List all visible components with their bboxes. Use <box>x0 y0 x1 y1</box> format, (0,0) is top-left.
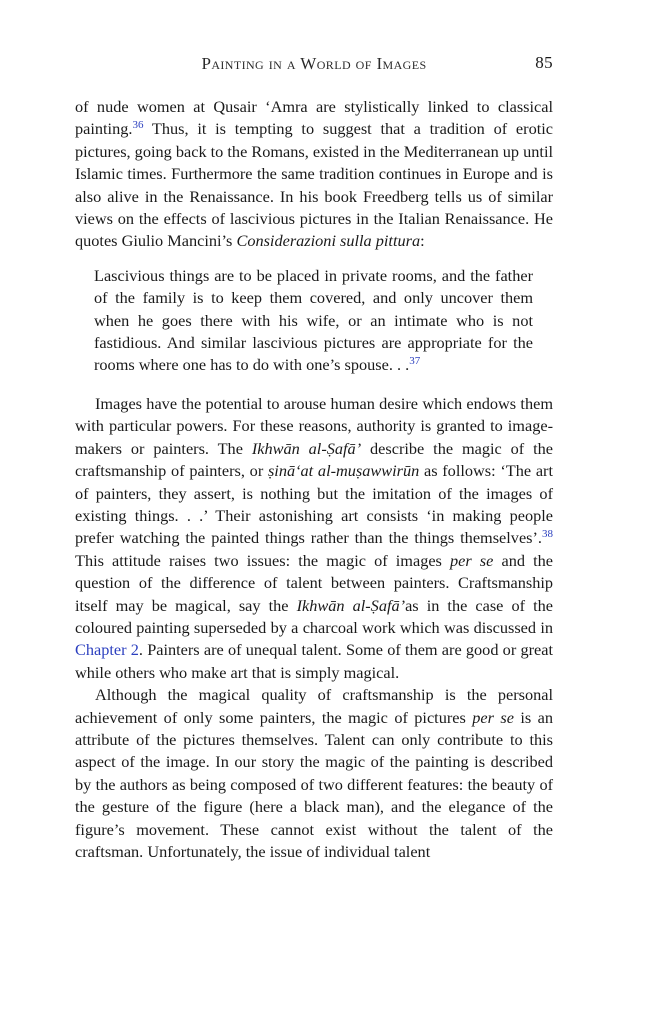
paragraph-1-text-b: Thus, it is tempting to suggest that a tradition of erotic pictures, going back to the Romans, existed in the Mediterranean up until Islamic times. Furthermore the same tradition continues in Europe and is also alive in the Renaissance. In his book Freedberg tells us of similar views on the effects of lascivious pictures in the Italian Renaissance. He quotes Giulio Mancini’s <box>75 119 553 251</box>
term-italic-1: Ikhwān al-Ṣafā’ <box>251 438 362 458</box>
paragraph-3 <box>75 684 553 863</box>
term-italic-2: ṣinā‘at al-muṣawwirūn <box>267 461 420 481</box>
paragraph-2-text-e: and the question of the difference of talent between painters. Craftsmanship itself may be magical, say the <box>75 550 553 615</box>
paragraph-2-text-a: Images have the potential to arouse human desire which endows them with particular powers. For these reasons, authority is granted to image-makers or painters. The <box>75 393 553 458</box>
paragraph-2-text-d: This attitude raises two issues: the magic of images <box>75 550 450 570</box>
running-header <box>75 52 553 80</box>
paragraph-1 <box>75 96 553 253</box>
chapter-2-link[interactable]: Chapter 2 <box>75 640 139 660</box>
block-quote <box>94 265 533 377</box>
term-italic-3: per se <box>450 550 494 570</box>
footnote-ref-38[interactable]: 38 <box>542 528 553 541</box>
paragraph-2-text-g: . Painters are of unequal talent. Some of them are good or great while others who make art that is simply magical. <box>75 640 553 682</box>
page-number: 85 <box>535 53 553 72</box>
book-title-italic: Considerazioni sulla pittura <box>236 231 421 251</box>
paragraph-2 <box>75 393 553 684</box>
paragraph-3-text-a: Although the magical quality of craftsmanship is the personal achievement of only some painters, the magic of pictures <box>75 685 553 727</box>
running-title: Painting in a World of Images <box>201 54 427 73</box>
book-page <box>75 52 553 863</box>
footnote-ref-37[interactable]: 37 <box>409 355 421 368</box>
footnote-ref-36[interactable]: 36 <box>132 119 144 132</box>
block-quote-text: Lascivious things are to be placed in private rooms, and the father of the family is to keep them covered, and only uncover them when he goes there with his wife, or an intimate who is not fastidious. And similar lascivious pictures are appropriate for the rooms where one has to do with one’s spouse. . . <box>94 265 533 375</box>
paragraph-2-text-b: describe the magic of the craftsmanship of painters, or <box>75 438 554 481</box>
term-italic-5: per se <box>472 707 514 727</box>
term-italic-4: Ikhwān al-Ṣafā’ <box>296 595 406 615</box>
paragraph-1-text-c: : <box>420 231 425 251</box>
paragraph-2-text-f: as in the case of the coloured painting superseded by a charcoal work which was discussed in <box>75 595 554 637</box>
paragraph-2-text-c: as follows: ‘The art of painters, they assert, is nothing but the imitation of the images of existing things. . .’ Their astonishing art consists ‘in making people prefer watching the painted things rather than the things themselves’. <box>75 461 553 548</box>
paragraph-1-text-a: of nude women at Qusair ‘Amra are stylistically linked to classical painting. <box>75 97 553 139</box>
paragraph-3-text-b: is an attribute of the pictures themselves. Talent can only contribute to this aspect of the image. In our story the magic of the painting is described by the authors as being composed of two different features: the beauty of the gesture of the figure (here a black man), and the elegance of the figure’s movement. These cannot exist without the talent of the craftsman. Unfortunately, the issue of individual talent <box>75 707 553 861</box>
